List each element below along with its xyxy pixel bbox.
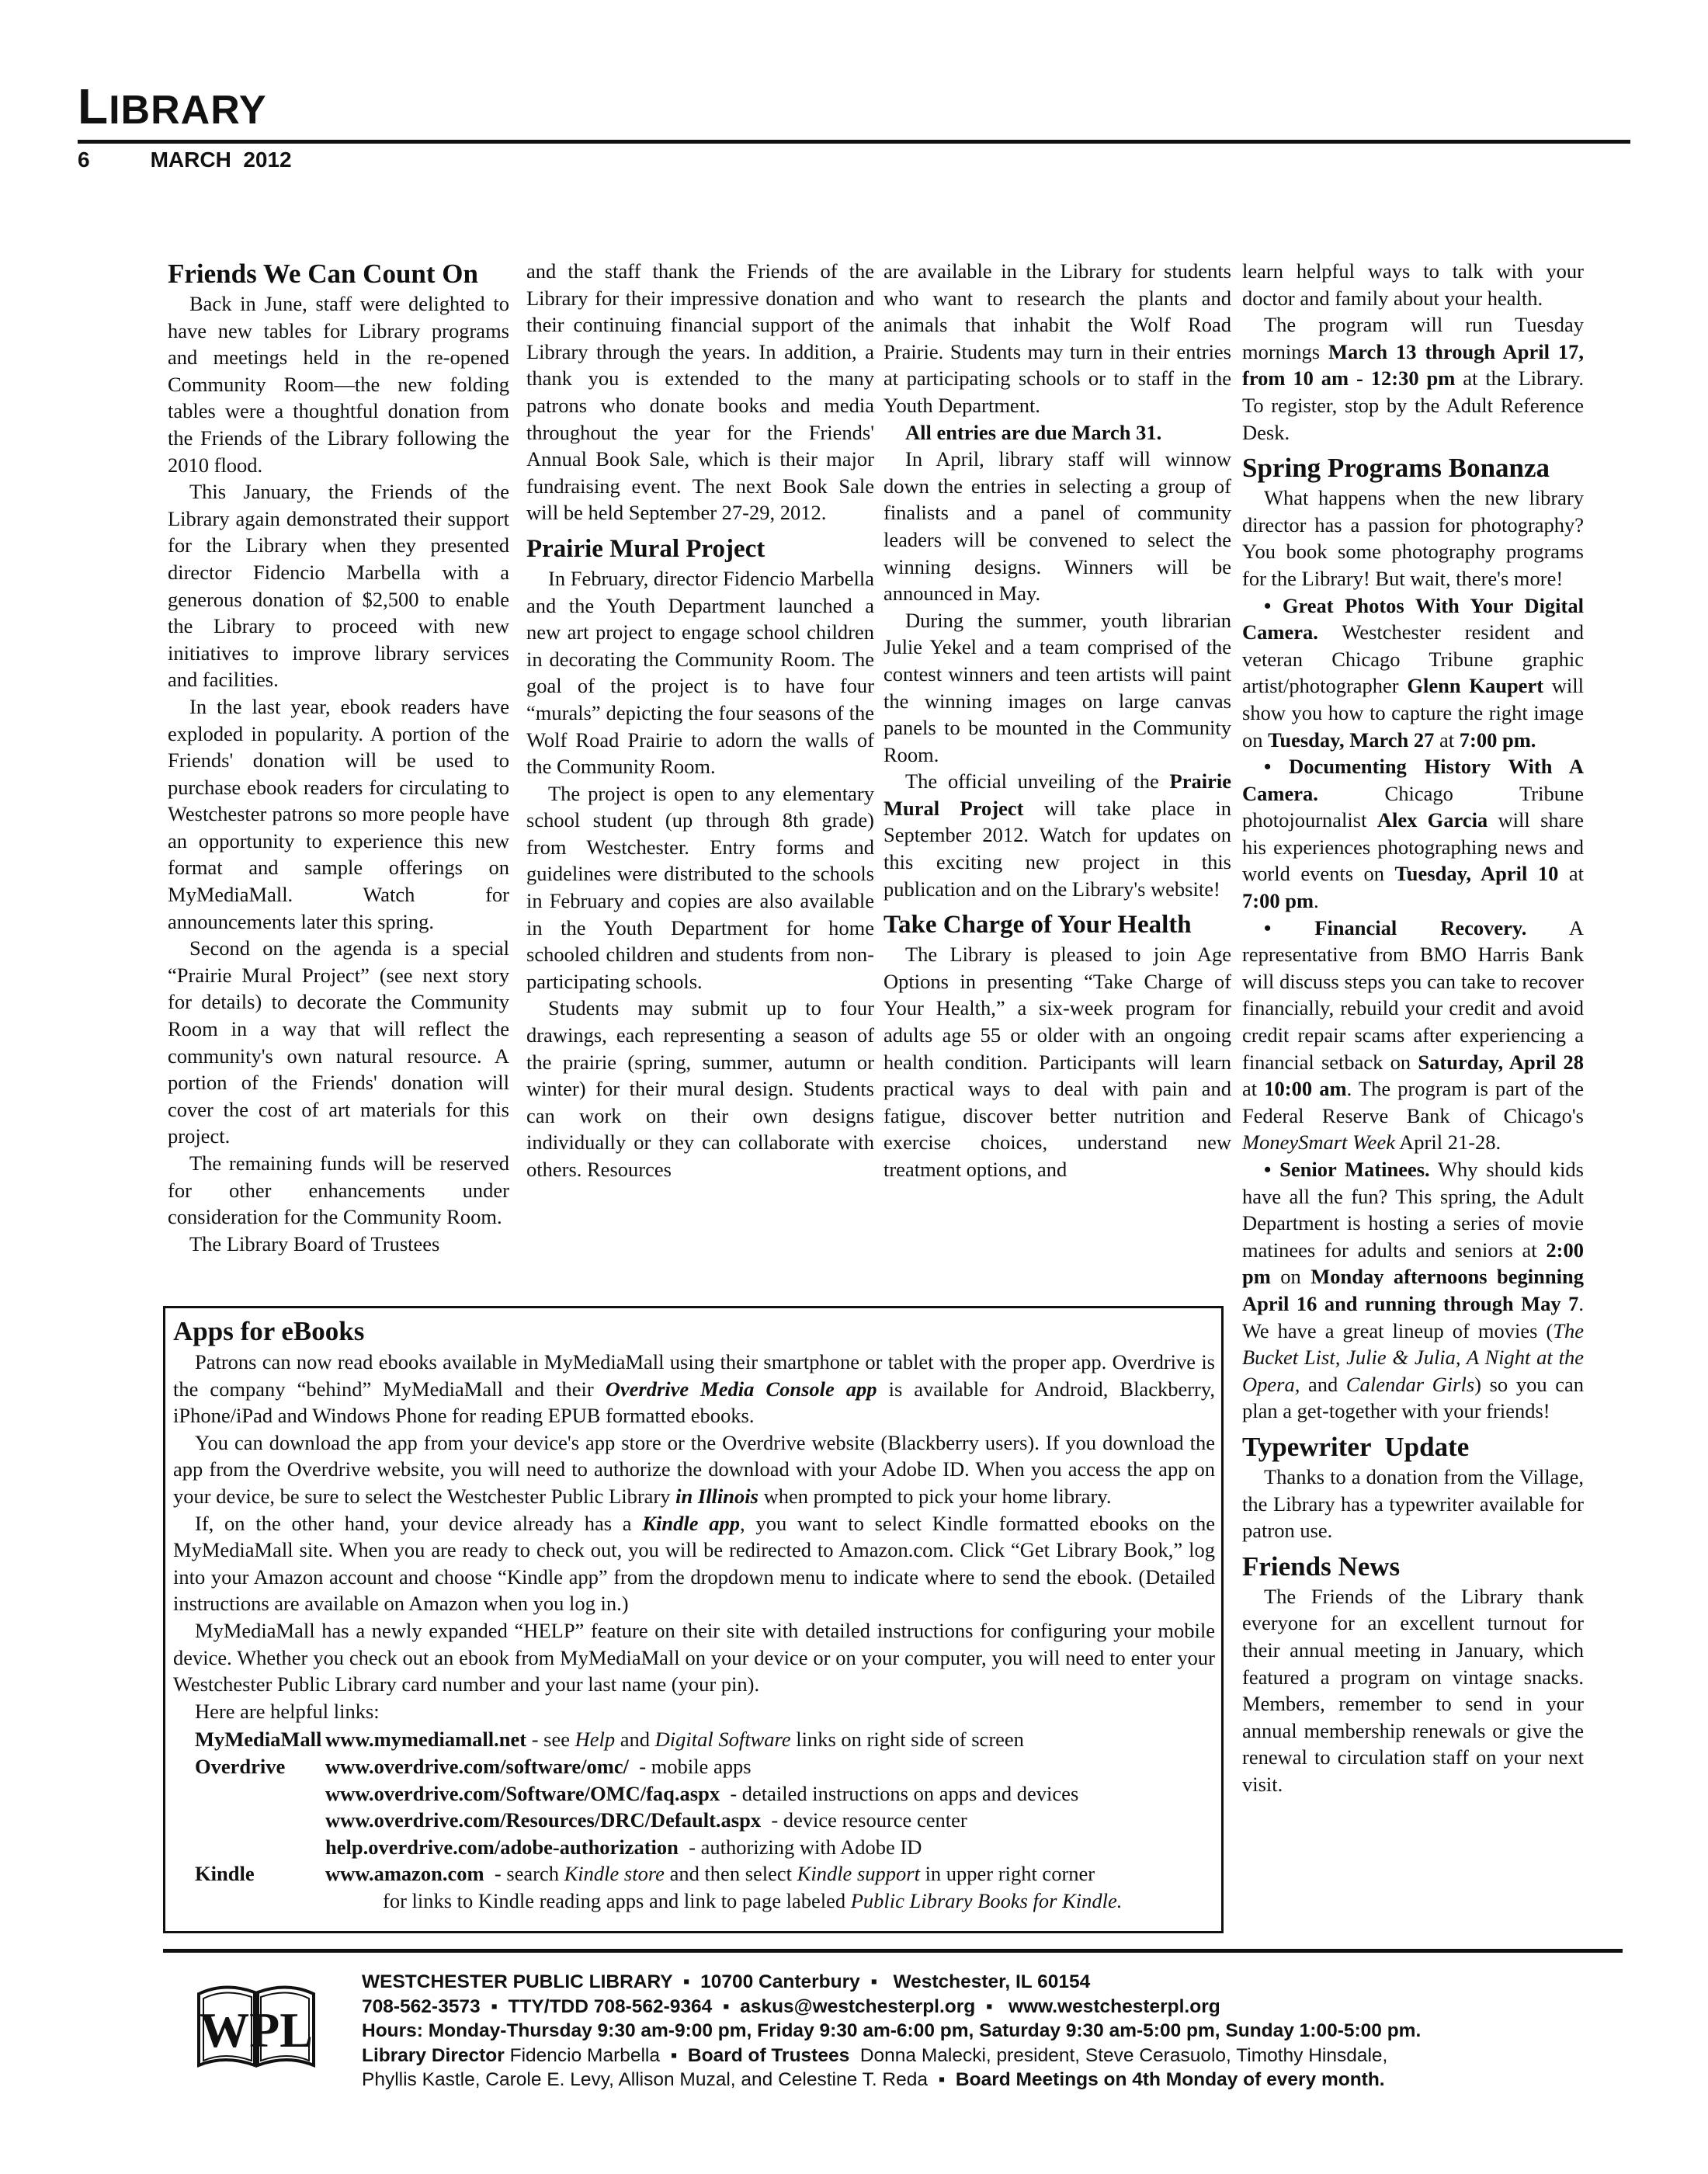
- text-run: Public Library Books for Kindle.: [850, 1888, 1123, 1912]
- link-description: - device resource center: [761, 1808, 967, 1832]
- text-run: at: [1558, 862, 1585, 886]
- article-heading: Apps for eBooks: [173, 1316, 365, 1346]
- page-number: 6: [78, 148, 90, 172]
- text-run: Kindle app: [642, 1511, 741, 1535]
- issue-date: MARCH 2012: [150, 148, 292, 172]
- footer-contact: 708-562-3573 ▪ TTY/TDD 708-562-9364 ▪ askus@westchesterpl.org ▪ www.westchesterpl.org: [362, 1995, 1220, 2017]
- text-run: You can download the app from your device's app store or the Overdrive website (Blackberry users). If you download the app from the Overdrive website, you will need to authorize the download with your Adobe ID. When you access the app on your device, be sure to select the Westchester Public Library: [173, 1430, 1215, 1508]
- article-heading: Typewriter Update: [1242, 1431, 1470, 1462]
- text-run: in upper right corner: [919, 1862, 1095, 1886]
- library-logo: [194, 1978, 318, 2070]
- text-run: - search: [484, 1862, 564, 1886]
- link-url[interactable]: www.mymediamall.net: [325, 1728, 527, 1752]
- link-url[interactable]: help.overdrive.com/adobe-authorization: [325, 1835, 679, 1859]
- paragraph: are available in the Library for students who want to research the plants and animals that inhabit the Wolf Road Prairie. Students may turn in their entries at participating schools or to staff in the Youth Department.: [884, 259, 1231, 417]
- column-1: [168, 258, 509, 1257]
- link-row: [173, 1807, 1215, 1834]
- link-url[interactable]: www.overdrive.com/Resources/DRC/Default.aspx: [325, 1808, 762, 1832]
- link-label: [173, 1807, 325, 1834]
- paragraph: In February, director Fidencio Marbella and the Youth Department launched a new art project to engage school children in decorating the Community Room. The goal of the project is to have four “murals” depicting the four seasons of the Wolf Road Prairie to adorn the walls of the Community Room.: [526, 566, 874, 779]
- library-info-footer: [362, 1970, 1619, 2092]
- text-run: Westchester resident and veteran Chicago Tribune graphic artist/photographer: [1242, 620, 1584, 698]
- program-item: [1242, 592, 1584, 754]
- text-run: at: [1434, 728, 1460, 752]
- text-run: 10:00 am: [1264, 1077, 1347, 1101]
- text-run: .: [1314, 889, 1319, 913]
- section-title-rest: IBRARY: [109, 88, 267, 133]
- paragraph: In April, library staff will winnow down the entries in selecting a group of finalists and a panel of community leaders will be convened to select the winning designs. Winners will be announced in May.: [884, 447, 1231, 606]
- paragraph: This January, the Friends of the Library again demonstrated their support for the Library when they presented director Fidencio Marbella with a generous donation of $2,500 to enable the Library to proceed with new initiatives to improve library services and facilities.: [168, 480, 509, 692]
- text-run: in Illinois: [675, 1484, 759, 1508]
- text-run: • Documenting History With A Camera.: [1242, 755, 1584, 805]
- text-run: ) so you can plan a get-together with your friends!: [1242, 1372, 1584, 1423]
- link-label: Kindle: [195, 1862, 255, 1886]
- link-label: Overdrive: [195, 1754, 286, 1778]
- masthead-meta: [78, 148, 352, 172]
- text-run: Glenn Kaupert: [1407, 674, 1544, 698]
- footer-trustees: [362, 2068, 1619, 2092]
- paragraph: [173, 1429, 1215, 1510]
- text-run: A representative from BMO Harris Bank will discuss steps you can take to recover financially, rebuild your credit and avoid credit repair scams after experiencing a financial setback on: [1242, 915, 1584, 1074]
- text-run: Kindle store: [564, 1862, 665, 1886]
- text-run: Digital Software: [654, 1728, 791, 1752]
- apps-box-content: [173, 1314, 1215, 1914]
- text-run: ▪ Board Meetings on 4th Monday of every month.: [938, 2069, 1385, 2090]
- paragraph: [884, 768, 1231, 902]
- text-run: Library Director: [362, 2044, 505, 2066]
- paragraph: The remaining funds will be reserved for other enhancements under consideration for the Community Room.: [168, 1151, 509, 1229]
- text-run: • Senior Matinees.: [1264, 1158, 1430, 1181]
- text-run: Prairie Mural Project: [884, 769, 1231, 820]
- link-row: [173, 1753, 1215, 1780]
- text-run: and: [615, 1728, 655, 1752]
- footer-hours: Hours: Monday-Thursday 9:30 am-9:00 pm, Friday 9:30 am-6:00 pm, Saturday 9:30 am-5:00 pm, Sunday 1:00-5:00 pm.: [362, 2020, 1422, 2041]
- paragraph: Here are helpful links:: [195, 1699, 380, 1723]
- text-run: Kindle support: [797, 1862, 920, 1886]
- text-run: The official unveiling of the: [905, 769, 1170, 794]
- paragraph: [173, 1349, 1215, 1429]
- paragraph: Students may submit up to four drawings, each representing a season of the prairie (spring, summer, autumn or winter) for their mural design. Students can work on their own designs individually or they can collaborate with others. Resources: [526, 996, 874, 1181]
- article-heading: Take Charge of Your Health: [884, 911, 1192, 939]
- text-run: on: [1270, 1265, 1311, 1289]
- link-description: - detailed instructions on apps and devices: [720, 1781, 1079, 1805]
- link-row: [173, 1726, 1215, 1753]
- footer-staff: [362, 2044, 1619, 2068]
- paragraph: [173, 1510, 1215, 1617]
- link-description: - authorizing with Adobe ID: [678, 1835, 922, 1859]
- text-run: ▪ Board of Trustees: [670, 2044, 850, 2066]
- link-row-continuation: [173, 1887, 1215, 1915]
- column-4: [1242, 258, 1584, 1797]
- text-run: , you want to select Kindle formatted ebooks on the MyMediaMall site. When you are ready to check out, you will be redirected to Amazon.com. Click “Get Library Book,” log into your Amazon account and choose “Kindle app” from the dropdown menu to indicate where to send the ebook. (Detailed instructions are available on Amazon when you log in.): [173, 1511, 1215, 1616]
- deadline-notice: [884, 419, 1231, 446]
- text-run: links on right side of screen: [790, 1728, 1024, 1752]
- paragraph: Back in June, staff were delighted to have new tables for Library programs and meetings held in the re-opened Community Room—the new folding tables were a thoughtful donation from the Friends of the Library following the 2010 flood.: [168, 292, 509, 477]
- text-run: March 13 through April 17, from 10 am - 12:30 pm: [1242, 339, 1584, 391]
- text-run: will take place in September 2012. Watch for updates on this exciting new project in this publication and on the Library's website!: [884, 796, 1231, 901]
- text-run: 7:00 pm.: [1459, 728, 1536, 752]
- column-2: [526, 258, 874, 1183]
- paragraph: In the last year, ebook readers have exploded in popularity. A portion of the Friends' donation will be used to purchase ebook readers for circulating to Westchester patrons so more people have an opportunity to experience this new format and sample offerings on MyMediaMall. Watch for announcements later this spring.: [168, 694, 509, 933]
- link-label: [173, 1780, 325, 1808]
- text-run: Chicago Tribune photojournalist: [1242, 781, 1584, 832]
- text-run: Alex Garcia: [1376, 808, 1488, 832]
- link-url[interactable]: www.amazon.com: [325, 1862, 484, 1886]
- article-heading: Friends News: [1242, 1551, 1401, 1582]
- link-label: [173, 1834, 325, 1861]
- text-run: Tuesday, March 27: [1268, 728, 1435, 752]
- text-run: MoneySmart Week: [1242, 1130, 1395, 1155]
- paragraph: What happens when the new library director has a passion for photography? You book some photography programs for the Library! But wait, there's more!: [1242, 486, 1584, 590]
- text-run: Patrons can now read ebooks available in MyMediaMall using their smartphone or tablet with the proper app. Overdrive is the company “behind” MyMediaMall and their: [173, 1350, 1215, 1401]
- paragraph: The Library Board of Trustees: [189, 1231, 440, 1255]
- link-url[interactable]: www.overdrive.com/Software/OMC/faq.aspx: [325, 1781, 720, 1805]
- text-run: 7:00 pm: [1242, 889, 1314, 913]
- link-row: [173, 1834, 1215, 1861]
- link-description: [484, 1860, 1095, 1887]
- program-item: [1242, 753, 1584, 915]
- text-run: at the Library. To register, stop by the Adult Reference Desk.: [1242, 366, 1584, 444]
- text-run: Help: [575, 1728, 616, 1752]
- text-run: Fidencio Marbella: [504, 2044, 671, 2066]
- paragraph: MyMediaMall has a newly expanded “HELP” feature on their site with detailed instructions for configuring your mobile device. Whether you check out an ebook from MyMediaMall on your device or on your computer, you will need to enter your Westchester Public Library card number and your last name (your pin).: [173, 1618, 1215, 1696]
- text-run: 2:00 pm: [1242, 1238, 1584, 1289]
- program-item: [1242, 915, 1584, 1156]
- article-heading: Friends We Can Count On: [168, 259, 478, 289]
- paragraph: During the summer, youth librarian Julie Yekel and a team comprised of the contest winners and teen artists will paint the winning images on large canvas panels to be mounted in the Community Room.: [884, 608, 1231, 766]
- paragraph: Second on the agenda is a special “Prairie Mural Project” (see next story for details) to decorate the Community Room in a way that will reflect the community's own natural resource. A portion of the Friends' donation will cover the cost of art materials for this project.: [168, 936, 509, 1148]
- text-run: • Great Photos With Your Digital Camera.: [1242, 593, 1584, 644]
- link-row: [173, 1860, 1215, 1887]
- link-label: MyMediaMall: [195, 1728, 322, 1752]
- link-description: - mobile apps: [629, 1754, 752, 1778]
- paragraph: The Friends of the Library thank everyone for an excellent turnout for their annual meeting in January, which featured a program on vintage snacks. Members, remember to send in your annual membership renewals or give the renewal to circulation staff on your next visit.: [1242, 1584, 1584, 1796]
- link-url[interactable]: www.overdrive.com/software/omc/: [325, 1754, 630, 1778]
- text-run: If, on the other hand, your device already has a: [195, 1511, 643, 1535]
- text-run: for links to Kindle reading apps and link to page labeled: [383, 1888, 851, 1912]
- text-run: is available for Android, Blackberry, iPhone/iPad and Windows Phone for reading EPUB formatted ebooks.: [173, 1377, 1216, 1428]
- text-run: will share his experiences photographing news and world events on: [1242, 808, 1584, 886]
- text-run: Calendar Girls: [1345, 1372, 1475, 1396]
- article-heading: Prairie Mural Project: [526, 534, 765, 563]
- logo-text: WPL: [200, 2002, 313, 2058]
- footer-rule: [163, 1949, 1623, 1953]
- paragraph: Thanks to a donation from the Village, the Library has a typewriter available for patron use.: [1242, 1464, 1584, 1543]
- link-row: [173, 1780, 1215, 1808]
- link-description: [526, 1726, 1024, 1753]
- text-run: at: [1242, 1077, 1265, 1101]
- paragraph: and the staff thank the Friends of the Library for their impressive donation and their continuing financial support of the Library through the years. In addition, a thank you is extended to the many patrons who donate books and media throughout the year for the Friends' Annual Book Sale, which is their major fundraising event. The next Book Sale will be held September 27-29, 2012.: [526, 259, 874, 525]
- text-run: . The program is part of the Federal Reserve Bank of Chicago's: [1242, 1077, 1585, 1127]
- text-run: when prompted to pick your home library.: [758, 1484, 1112, 1508]
- program-item: [1242, 1156, 1584, 1425]
- text-run: and: [1300, 1372, 1346, 1396]
- helpful-links-list: [173, 1726, 1215, 1914]
- masthead-rule: [78, 140, 1630, 144]
- section-title-initial: L: [78, 78, 109, 134]
- footer-address: WESTCHESTER PUBLIC LIBRARY ▪ 10700 Canterbury ▪ Westchester, IL 60154: [362, 1971, 1091, 1992]
- deadline-text: All entries are due March 31.: [905, 420, 1162, 444]
- text-run: The Bucket List, Julie & Julia, A Night at the Opera,: [1242, 1318, 1584, 1396]
- text-run: and then select: [664, 1862, 797, 1886]
- text-run: April 21-28.: [1394, 1130, 1501, 1155]
- text-run: . We have a great lineup of movies (: [1242, 1291, 1584, 1342]
- section-title: [78, 78, 267, 135]
- text-run: Saturday, April 28: [1418, 1050, 1584, 1074]
- text-run: will show you how to capture the right image on: [1242, 674, 1584, 752]
- apps-for-ebooks-box: [163, 1306, 1224, 1933]
- text-run: Why should kids have all the fun? This spring, the Adult Department is hosting a series of movie matinees for adults and seniors at: [1242, 1158, 1584, 1262]
- article-heading: Spring Programs Bonanza: [1242, 453, 1550, 484]
- paragraph: learn helpful ways to talk with your doctor and family about your health.: [1242, 259, 1584, 310]
- text-run: Overdrive Media Console app: [605, 1377, 877, 1401]
- text-run: Monday afternoons beginning April 16 and running through May 7: [1242, 1265, 1584, 1315]
- paragraph: The project is open to any elementary school student (up through 8th grade) from Westchester. Entry forms and guidelines were distributed to the schools in February and copies are also available in the Youth Department for home schooled children and students from non-participating schools.: [526, 781, 874, 993]
- text-run: Donna Malecki, president, Steve Cerasuolo, Timothy Hinsdale,: [849, 2044, 1388, 2066]
- column-3: [884, 258, 1231, 1183]
- text-run: • Financial Recovery.: [1264, 915, 1527, 939]
- text-run: Tuesday, April 10: [1394, 862, 1559, 886]
- text-run: - see: [526, 1728, 575, 1752]
- text-run: The program will run Tuesday mornings: [1242, 313, 1584, 363]
- paragraph: The Library is pleased to join Age Options in presenting “Take Charge of Your Health,” a six-week program for adults age 55 or older with an ongoing health condition. Participants will learn practical ways to deal with pain and fatigue, discover better nutrition and exercise choices, understand new treatment options, and: [884, 943, 1231, 1181]
- paragraph: [1242, 311, 1584, 446]
- text-run: Phyllis Kastle, Carole E. Levy, Allison Muzal, and Celestine T. Reda: [362, 2069, 939, 2090]
